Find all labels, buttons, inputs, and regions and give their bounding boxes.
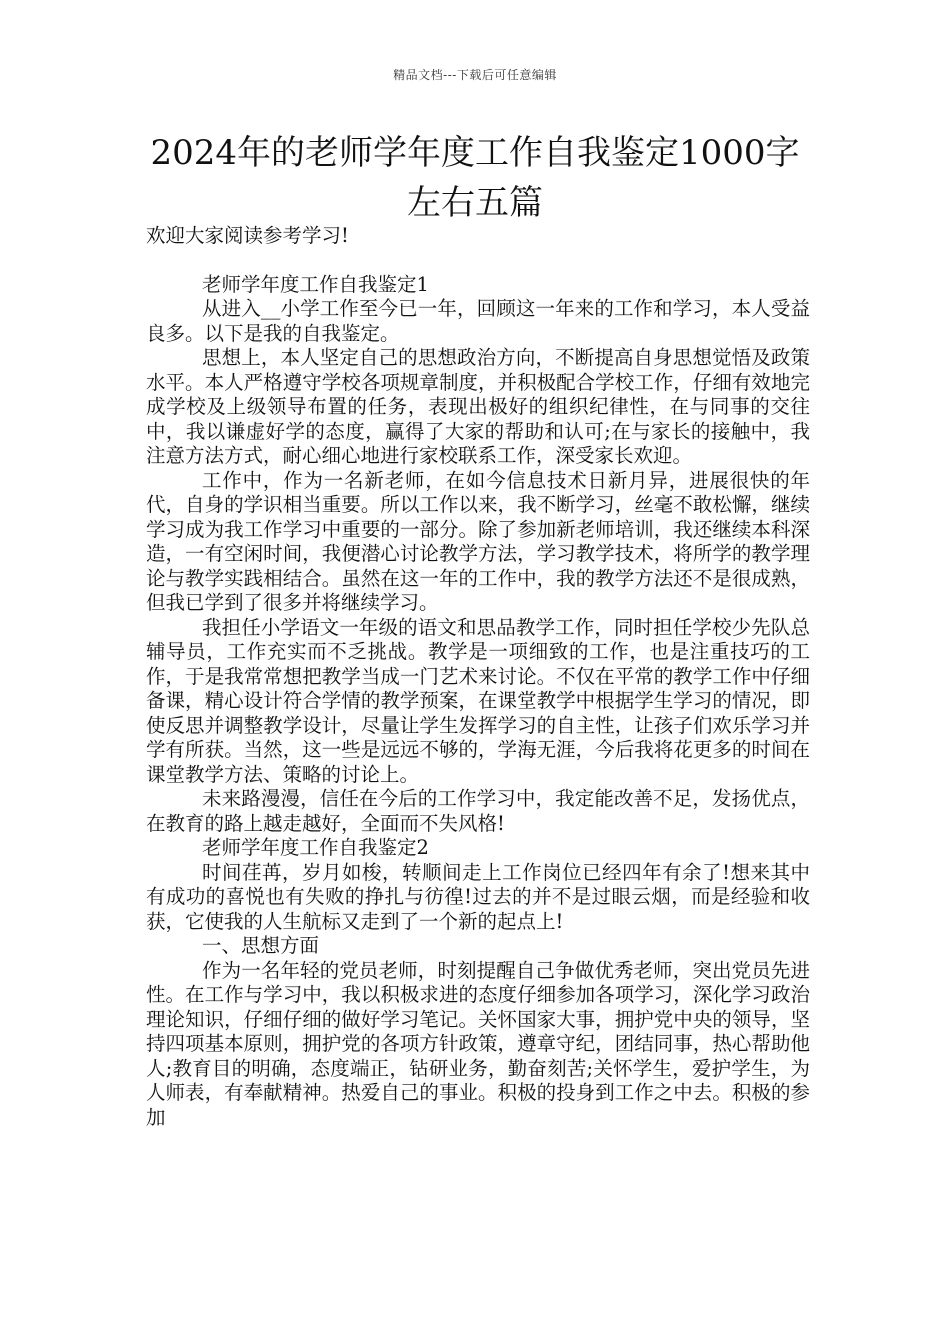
document-title: 2024年的老师学年度工作自我鉴定1000字左右五篇 xyxy=(150,133,800,223)
header-note: 精品文档---下载后可任意编辑 xyxy=(393,68,557,82)
paragraph: 时间荏苒，岁月如梭，转顺间走上工作岗位已经四年有余了!想来其中有成功的喜悦也有失败的挣扎与彷徨!过去的并不是过眼云烟，而是经验和收获，它使我的人生航标又走到了一个新的起点上! xyxy=(146,860,810,933)
section-heading: 老师学年度工作自我鉴定1 xyxy=(202,272,429,296)
paragraph: 作为一名年轻的党员老师，时刻提醒自己争做优秀老师，突出党员先进性。在工作与学习中，我以积极求进的态度仔细参加各项学习，深化学习政治理论知识，仔细仔细的做好学习笔记。关怀国家大事，拥护党中央的领导，坚持四项基本原则，拥护党的各项方针政策，遵章守纪，团结同事，热心帮助他人;教育目的明确，态度端正，钻研业务，勤奋刻苦;关怀学生，爱护学生，为人师表，有奉献精神。热爱自己的事业。积极的投身到工作之中去。积极的参加 xyxy=(146,958,810,1129)
section-heading: 老师学年度工作自我鉴定2 xyxy=(202,836,429,859)
paragraph: 工作中，作为一名新老师，在如今信息技术日新月异，进展很快的年代，自身的学识相当重要。所以工作以来，我不断学习，丝毫不敢松懈，继续学习成为我工作学习中重要的一部分。除了参加新老师培训，我还继续本科深造，一有空闲时间，我便潜心讨论教学方法，学习教学技术，将所学的教学理论与教学实践相结合。虽然在这一年的工作中，我的教学方法还不是很成熟，但我已学到了很多并将继续学习。 xyxy=(146,468,810,614)
intro-text: 欢迎大家阅读参考学习! xyxy=(146,224,349,247)
paragraph: 思想上，本人坚定自己的思想政治方向，不断提高自身思想觉悟及政策水平。本人严格遵守学校各项规章制度，并积极配合学校工作，仔细有效地完成学校及上级领导布置的任务，表现出极好的组织纪律性，在与同事的交往中，我以谦虚好学的态度，赢得了大家的帮助和认可;在与家长的接触中，我注意方法方式，耐心细心地进行家校联系工作，深受家长欢迎。 xyxy=(146,346,810,467)
paragraph: 未来路漫漫，信任在今后的工作学习中，我定能改善不足，发扬优点，在教育的路上越走越好，全面而不失风格! xyxy=(146,787,810,835)
document-body xyxy=(146,224,810,1130)
spacer xyxy=(146,249,810,273)
subsection-heading: 一、思想方面 xyxy=(202,934,320,957)
paragraph: 从进入__小学工作至今已一年，回顾这一年来的工作和学习，本人受益良多。以下是我的自我鉴定。 xyxy=(146,297,810,345)
paragraph: 我担任小学语文一年级的语文和思品教学工作，同时担任学校少先队总辅导员，工作充实而不乏挑战。教学是一项细致的工作，也是注重技巧的工作，于是我常常想把教学当成一门艺术来讨论。不仅在平常的教学工作中仔细备课，精心设计符合学情的教学预案，在课堂教学中根据学生学习的情况，即使反思并调整教学设计，尽量让学生发挥学习的自主性，让孩子们欢乐学习并学有所获。当然，这一些是远远不够的，学海无涯，今后我将花更多的时间在课堂教学方法、策略的讨论上。 xyxy=(146,615,810,786)
